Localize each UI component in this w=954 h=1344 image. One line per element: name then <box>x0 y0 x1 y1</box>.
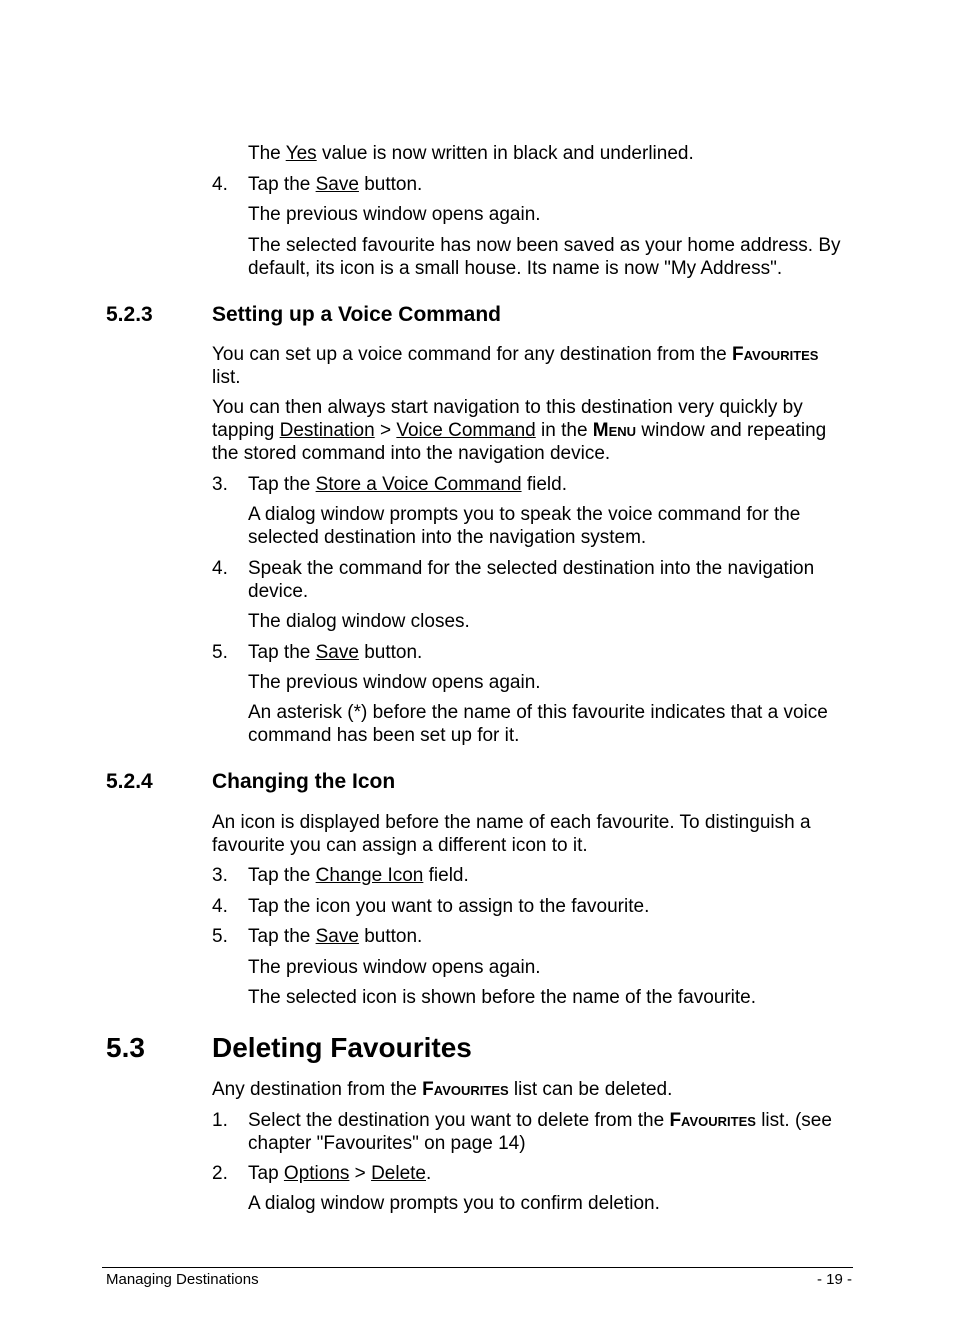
list-item-step-3 <box>212 473 852 496</box>
list-item-step-4 <box>212 895 852 918</box>
section-number: 5.2.3 <box>106 303 153 326</box>
step-number: 3. <box>212 865 228 886</box>
confirm-deletion-note: A dialog window prompts you to confirm deletion. <box>248 1193 660 1214</box>
dialog-prompt-note: A dialog window prompts you to speak the voice command for the selected destination into the navigation system. <box>248 504 801 548</box>
page-footer <box>106 1270 852 1289</box>
paragraph-voice-intro: You can set up a voice command for any destination from the Favourites list. <box>212 344 819 388</box>
section-title: Changing the Icon <box>212 770 396 793</box>
text-fragment: value is now written in black and underlined. <box>316 143 694 164</box>
voice-command-link: Voice Command <box>396 420 536 441</box>
menu-term: Menu <box>592 420 637 441</box>
section-number: 5.2.4 <box>106 770 153 793</box>
options-link: Options <box>283 1163 350 1184</box>
step-number: 4. <box>212 558 228 579</box>
text-fragment: The <box>248 143 286 164</box>
step-number: 3. <box>212 474 228 495</box>
destination-link: Destination <box>279 420 375 441</box>
previous-window-note: The previous window opens again. <box>248 672 541 693</box>
footer-chapter-title: Managing Destinations <box>106 1271 259 1288</box>
asterisk-note: An asterisk (*) before the name of this favourite indicates that a voice command has been set up for it. <box>248 702 828 746</box>
paragraph-delete-intro: Any destination from the Favourites list can be deleted. <box>212 1079 673 1100</box>
yes-value-note <box>248 142 852 165</box>
step-number: 5. <box>212 926 228 947</box>
save-link: Save <box>315 174 359 195</box>
list-item-step-5 <box>212 925 852 948</box>
step-text: Tap the Save button. <box>248 926 423 947</box>
previous-window-note: The previous window opens again. <box>248 204 541 225</box>
favourites-menu-term: Favourites <box>422 1079 509 1100</box>
step-text: Tap the Save button. <box>248 174 423 195</box>
section-heading-5-2-3 <box>106 302 854 328</box>
step-text: Tap the icon you want to assign to the favourite. <box>248 896 650 917</box>
list-item-step-4 <box>212 557 852 603</box>
step-number: 2. <box>212 1163 228 1184</box>
save-link: Save <box>315 642 359 663</box>
step-text: Tap the Change Icon field. <box>248 865 469 886</box>
previous-window-note: The previous window opens again. <box>248 957 541 978</box>
section-heading-5-3 <box>106 1031 854 1065</box>
step-number: 4. <box>212 174 228 195</box>
section-number: 5.3 <box>106 1032 145 1063</box>
list-item-step-4 <box>212 173 852 196</box>
page-number: - 19 - <box>816 1271 852 1288</box>
section-title: Deleting Favourites <box>212 1032 472 1063</box>
favourites-menu-term: Favourites <box>732 344 819 365</box>
step-number: 1. <box>212 1110 228 1131</box>
delete-link: Delete <box>371 1163 426 1184</box>
store-voice-command-link: Store a Voice Command <box>315 474 522 495</box>
paragraph-voice-navigation: You can then always start navigation to this destination very quickly by tapping Destination > Voice Command in the Menu window and repeating the stored command into the navigation device. <box>212 397 827 464</box>
change-icon-link: Change Icon <box>315 865 424 886</box>
footer-divider <box>102 1267 853 1268</box>
home-address-note: The selected favourite has now been saved as your home address. By default, its icon is a small house. Its name is now "My Address". <box>248 235 841 279</box>
list-item-step-5 <box>212 641 852 664</box>
dialog-closes-note: The dialog window closes. <box>248 611 470 632</box>
step-text: Speak the command for the selected destination into the navigation device. <box>248 558 815 602</box>
save-link: Save <box>315 926 359 947</box>
step-number: 4. <box>212 896 228 917</box>
step-text: Tap the Save button. <box>248 642 423 663</box>
section-heading-5-2-4 <box>106 769 854 795</box>
step-text: Select the destination you want to delete from the Favourites list. (see chapter "Favourites" on page 14) <box>248 1110 832 1154</box>
list-item-step-3 <box>212 864 852 887</box>
section-title: Setting up a Voice Command <box>212 303 501 326</box>
list-item-step-1 <box>212 1109 852 1155</box>
paragraph-icon-intro: An icon is displayed before the name of each favourite. To distinguish a favourite you can assign a different icon to it. <box>212 812 811 856</box>
favourites-menu-term: Favourites <box>669 1110 756 1131</box>
icon-shown-note: The selected icon is shown before the name of the favourite. <box>248 987 757 1008</box>
step-text: Tap Options > Delete. <box>248 1163 432 1184</box>
step-number: 5. <box>212 642 228 663</box>
step-text: Tap the Store a Voice Command field. <box>248 474 567 495</box>
list-item-step-2 <box>212 1162 852 1185</box>
yes-link: Yes <box>285 143 317 164</box>
